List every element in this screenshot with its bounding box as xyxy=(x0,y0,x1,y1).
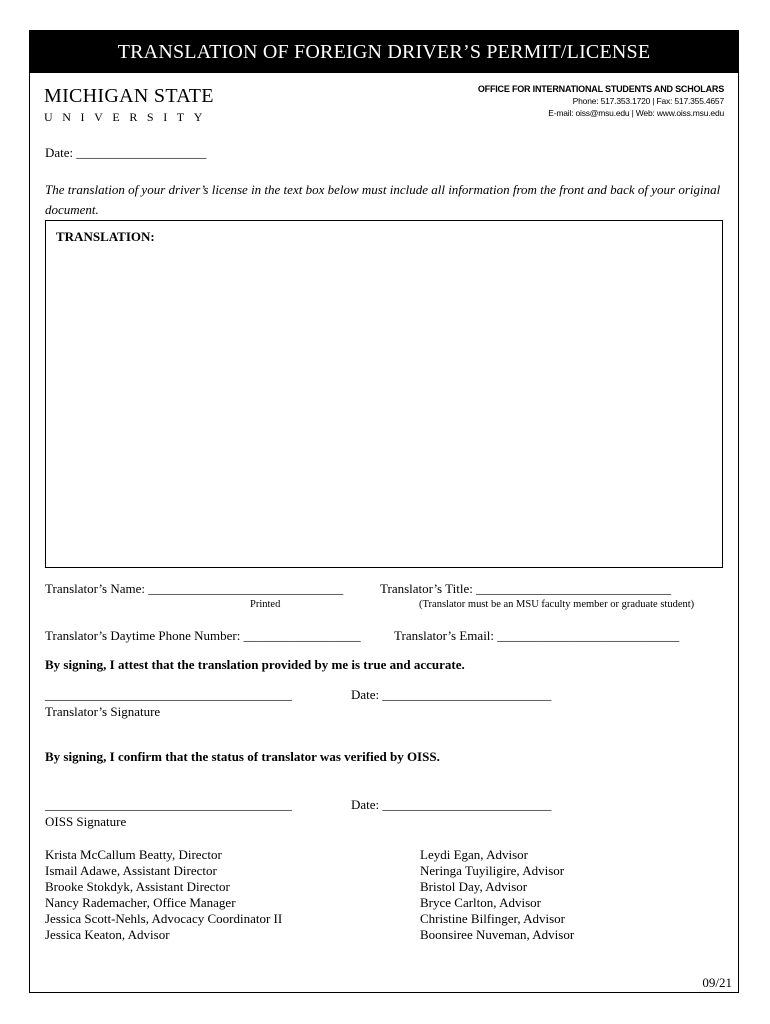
msu-logo xyxy=(44,86,214,125)
staff-entry: Bristol Day, Advisor xyxy=(420,879,528,894)
office-phone: Phone: 517.353.1720 | Fax: 517.355.4657 xyxy=(572,96,724,106)
oiss-signature-label: OISS Signature xyxy=(45,814,127,829)
oiss-date-field[interactable]: Date: __________________________ xyxy=(351,797,552,812)
office-contact: E-mail: oiss@msu.edu | Web: www.oiss.msu.edu xyxy=(548,108,724,118)
logo-line-2: UNIVERSITY xyxy=(44,110,212,124)
translator-name-field[interactable]: Translator’s Name: ______________________________ xyxy=(45,581,344,596)
form-title: TRANSLATION OF FOREIGN DRIVER’S PERMIT/LICENSE xyxy=(30,31,738,73)
staff-list-left xyxy=(45,847,282,943)
staff-entry: Neringa Tuyiligire, Advisor xyxy=(420,863,565,878)
staff-entry: Ismail Adawe, Assistant Director xyxy=(45,863,217,878)
staff-entry: Boonsiree Nuveman, Advisor xyxy=(420,927,575,942)
staff-entry: Bryce Carlton, Advisor xyxy=(420,895,541,910)
translation-label: TRANSLATION: xyxy=(56,229,155,244)
office-info xyxy=(478,83,724,119)
logo-line-1: MICHIGAN STATE xyxy=(44,85,214,107)
translator-email-field[interactable]: Translator’s Email: ____________________________ xyxy=(394,628,680,643)
translator-signature-label: Translator’s Signature xyxy=(45,704,161,719)
title-note: (Translator must be an MSU faculty member or graduate student) xyxy=(419,599,695,610)
form-page xyxy=(29,30,739,993)
translator-signature-line[interactable]: ______________________________________ xyxy=(45,687,292,702)
staff-entry: Jessica Keaton, Advisor xyxy=(45,927,170,942)
translation-box[interactable] xyxy=(45,220,723,568)
form-version: 09/21 xyxy=(702,975,732,990)
translator-phone-field[interactable]: Translator’s Daytime Phone Number: __________________ xyxy=(45,628,361,643)
staff-entry: Leydi Egan, Advisor xyxy=(420,847,528,862)
staff-entry: Krista McCallum Beatty, Director xyxy=(45,847,222,862)
oiss-signature-line[interactable]: ______________________________________ xyxy=(45,797,292,812)
translator-date-field[interactable]: Date: __________________________ xyxy=(351,687,552,702)
translator-title-field[interactable]: Translator’s Title: ______________________________ xyxy=(380,581,672,596)
staff-entry: Jessica Scott-Nehls, Advocacy Coordinator II xyxy=(45,911,283,926)
staff-entry: Brooke Stokdyk, Assistant Director xyxy=(45,879,230,894)
confirm-statement: By signing, I confirm that the status of translator was verified by OISS. xyxy=(45,749,440,764)
office-name: OFFICE FOR INTERNATIONAL STUDENTS AND SCHOLARS xyxy=(477,84,724,94)
date-field[interactable]: Date: ____________________ xyxy=(45,145,207,160)
attest-statement: By signing, I attest that the translation provided by me is true and accurate. xyxy=(45,657,465,672)
staff-entry: Christine Bilfinger, Advisor xyxy=(420,911,565,926)
instructions: The translation of your driver’s license in the text box below must include all information from the front and back of your original document. xyxy=(45,182,721,217)
printed-note: Printed xyxy=(250,599,281,610)
staff-entry: Nancy Rademacher, Office Manager xyxy=(45,895,236,910)
staff-list-right xyxy=(420,847,574,943)
